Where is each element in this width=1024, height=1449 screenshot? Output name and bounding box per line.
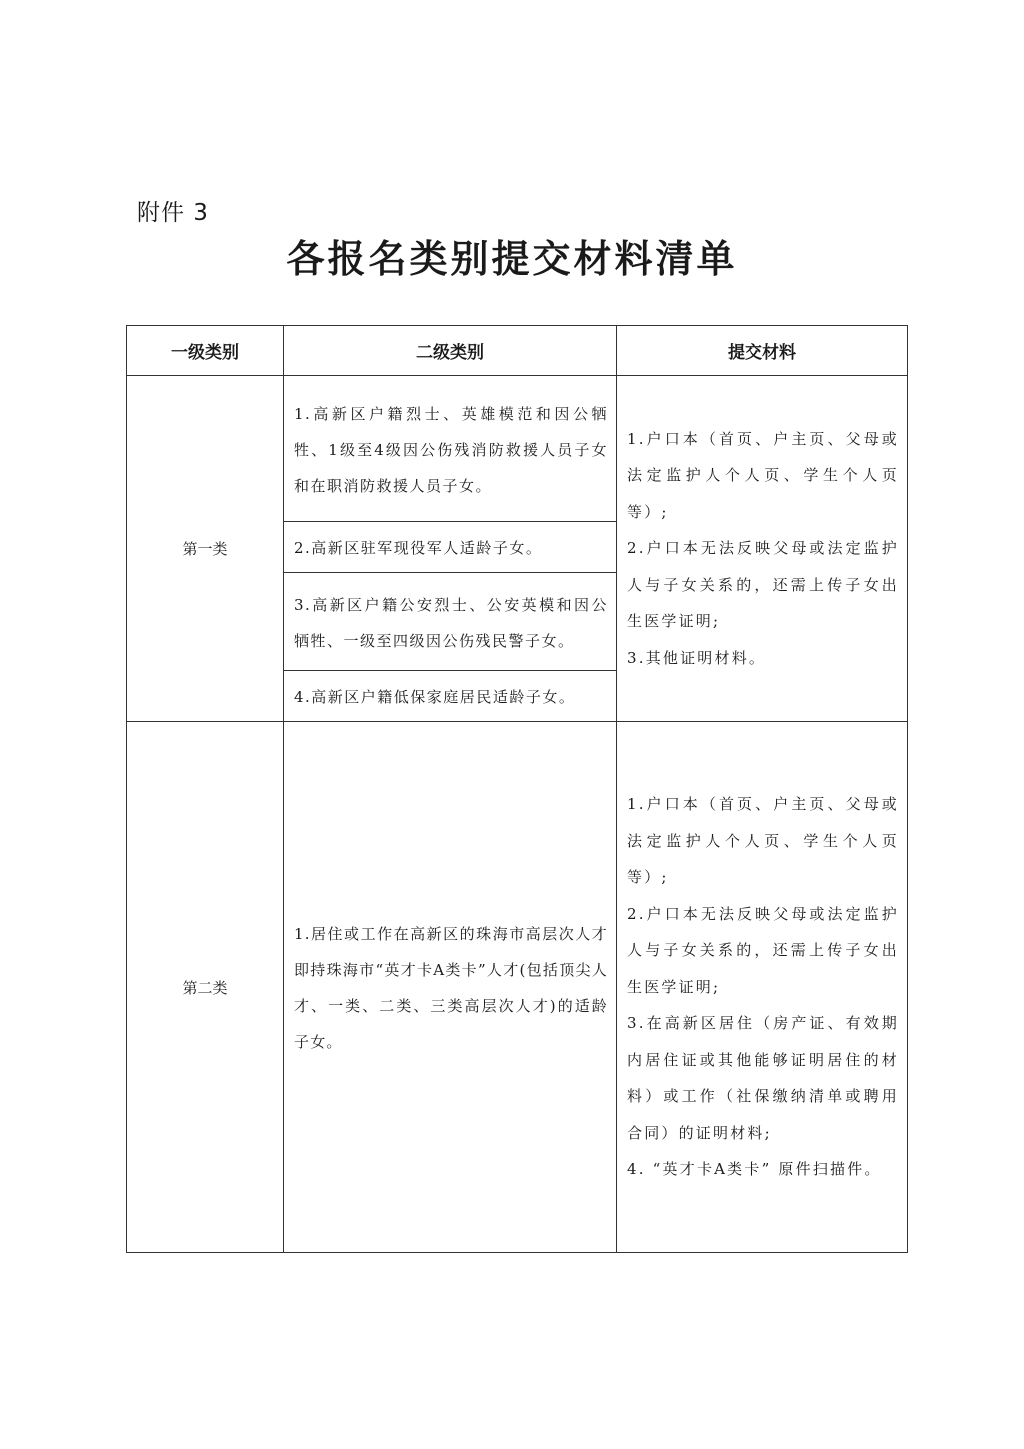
- subcategory-cell: [284, 573, 617, 671]
- subcategory-cell: [284, 671, 617, 722]
- header-level1-category: 一级类别: [127, 326, 284, 376]
- header-materials: 提交材料: [617, 326, 908, 376]
- header-level2-category: 二级类别: [284, 326, 617, 376]
- subcategory-cell: [284, 376, 617, 522]
- material-item: 2.户口本无法反映父母或法定监护人与子女关系的，还需上传子女出生医学证明;: [627, 539, 899, 631]
- subcategory-text: 4.高新区户籍低保家庭居民适龄子女。: [294, 688, 576, 706]
- material-item: 1.户口本（首页、户主页、父母或法定监护人个人页、学生个人页等）;: [627, 429, 899, 521]
- subcategory-cell: [284, 722, 617, 1253]
- table-header-row: [127, 326, 908, 376]
- materials-cell: [617, 376, 908, 722]
- material-item: 3.在高新区居住（房产证、有效期内居住证或其他能够证明居住的材料）或工作（社保缴纳清单或聘用合同）的证明材料;: [627, 1014, 899, 1142]
- subcategory-text: 3.高新区户籍公安烈士、公安英模和因公牺牲、一级至四级因公伤残民警子女。: [294, 595, 608, 650]
- material-item: 3.其他证明材料。: [627, 648, 767, 667]
- category-cell: 第二类: [127, 722, 284, 1253]
- table-row: [127, 722, 908, 1253]
- subcategory-text: 1.居住或工作在高新区的珠海市高层次人才即持珠海市“英才卡A类卡”人才(包括顶尖人才、一类、二类、三类高层次人才)的适龄子女。: [294, 925, 608, 1051]
- material-item: 4. “英才卡A类卡” 原件扫描件。: [627, 1160, 882, 1179]
- material-item: 2.户口本无法反映父母或法定监护人与子女关系的，还需上传子女出生医学证明;: [627, 904, 899, 996]
- attachment-label: 附件 3: [137, 200, 209, 226]
- subcategory-text: 1.高新区户籍烈士、英雄模范和因公牺牲、1级至4级因公伤残消防救援人员子女和在职消防救援人员子女。: [294, 404, 608, 495]
- table-row: [127, 376, 908, 522]
- subcategory-cell: [284, 522, 617, 573]
- category-cell: 第一类: [127, 376, 284, 722]
- materials-table: [126, 325, 907, 1246]
- materials-cell: [617, 722, 908, 1253]
- material-item: 1.户口本（首页、户主页、父母或法定监护人个人页、学生个人页等）;: [627, 795, 899, 887]
- page-title: 各报名类别提交材料清单: [286, 236, 738, 281]
- subcategory-text: 2.高新区驻军现役军人适龄子女。: [294, 539, 543, 557]
